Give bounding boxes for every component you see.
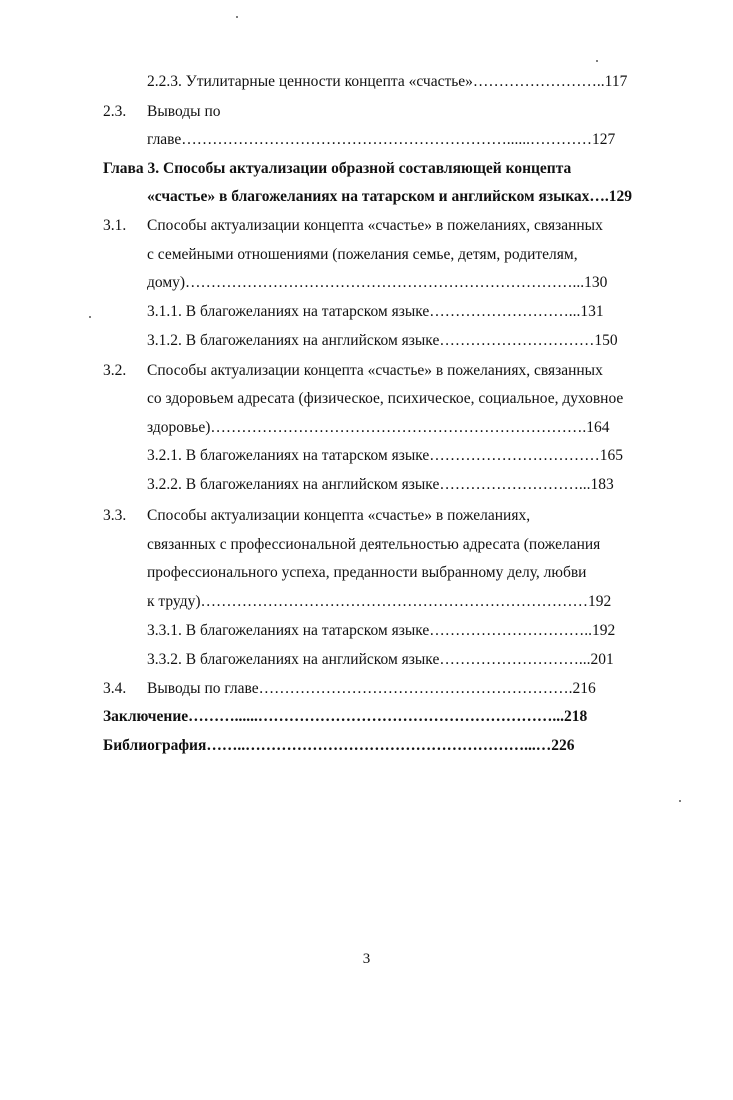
- toc-entry-3-3-1: [147, 621, 615, 641]
- toc-entry-text: с семейными отношениями (пожелания семье, детям, родителям,: [147, 246, 578, 263]
- toc-entry-3-4: [103, 679, 596, 699]
- toc-entry-2-3: [103, 102, 221, 122]
- scan-speck: [679, 800, 681, 802]
- page-number: 3: [362, 951, 371, 967]
- toc-entry-text: 3.3.2. В благожеланиях на английском языке………………………...201: [147, 651, 614, 668]
- toc-entry-number: 3.2.: [103, 362, 127, 379]
- toc-entry-number: 3.1.: [103, 217, 127, 234]
- toc-entry-text: Выводы по: [147, 103, 221, 120]
- toc-entry-3-3: [103, 506, 531, 526]
- toc-entry-text: 3.1.1. В благожеланиях на татарском языке………………………...131: [147, 303, 604, 320]
- toc-entry-text: 3.2.2. В благожеланиях на английском языке………………………...183: [147, 476, 614, 493]
- toc-entry-conclusion: [103, 707, 587, 727]
- toc-entry-3-1-cont2: [147, 273, 607, 293]
- toc-entry-3-3-cont2: [147, 563, 586, 583]
- toc-entry-text: 3.1.2. В благожеланиях на английском языке…………………………150: [147, 332, 618, 349]
- toc-entry-3-1-2: [147, 331, 618, 351]
- toc-entry-text: дому)…………………………………………………………………...130: [147, 274, 608, 291]
- toc-entry-text: к труду)…………………………………………………………………192: [147, 593, 612, 610]
- toc-entry-3-2-1: [147, 446, 623, 466]
- toc-entry-text: главе………………………………………………………......…………127: [147, 131, 616, 148]
- toc-entry-text: 2.2.3. Утилитарные ценности концепта «счастье»……………………..117: [147, 73, 628, 90]
- toc-entry-3-1: [103, 216, 603, 236]
- toc-entry-number: 3.3.: [103, 507, 127, 524]
- toc-entry-text: Выводы по главе…………………………………………………….216: [147, 680, 596, 697]
- toc-entry-text: Способы актуализации концепта «счастье» в пожеланиях, связанных: [147, 362, 603, 379]
- toc-chapter-title: «счастье» в благожеланиях на татарском и английском языках….129: [147, 188, 633, 205]
- toc-entry-3-2-cont: [147, 389, 623, 409]
- toc-entry-text: Способы актуализации концепта «счастье» в пожеланиях, связанных: [147, 217, 603, 234]
- toc-entry-text: Заключение………......…………………………………………………...218: [103, 708, 588, 725]
- toc-entry-text: 3.2.1. В благожеланиях на татарском языке……………………………165: [147, 447, 624, 464]
- toc-entry-text: здоровье)……………………………………………………………….164: [147, 419, 610, 436]
- toc-chapter-3-cont: [147, 187, 632, 207]
- toc-entry-3-3-cont: [147, 535, 600, 555]
- toc-entry-text: 3.3.1. В благожеланиях на татарском языке…………………………..192: [147, 622, 616, 639]
- toc-entry-text: со здоровьем адресата (физическое, психическое, социальное, духовное: [147, 390, 624, 407]
- toc-entry-text: Способы актуализации концепта «счастье» в пожеланиях,: [147, 507, 531, 524]
- toc-entry-number: 3.4.: [103, 680, 127, 697]
- toc-entry-bibliography: [103, 736, 575, 756]
- toc-entry-3-1-cont: [147, 245, 578, 265]
- toc-entry-3-3-2: [147, 650, 614, 670]
- scan-speck: [89, 316, 91, 318]
- toc-entry-text: профессионального успеха, преданности выбранному делу, любви: [147, 564, 587, 581]
- scan-speck: [236, 16, 238, 18]
- toc-entry-3-1-1: [147, 302, 604, 322]
- toc-entry-3-3-cont3: [147, 592, 611, 612]
- toc-entry-2-2-3: [147, 72, 627, 92]
- toc-entry-3-2: [103, 361, 603, 381]
- toc-chapter-3: [103, 159, 571, 179]
- toc-entry-3-2-cont2: [147, 418, 610, 438]
- toc-entry-number: 2.3.: [103, 103, 127, 120]
- toc-entry-2-3-cont: [147, 130, 615, 150]
- toc-entry-3-2-2: [147, 475, 614, 495]
- toc-entry-text: Библиография……..………………………………………………...…226: [103, 737, 575, 754]
- toc-chapter-title: Глава 3. Способы актуализации образной составляющей концепта: [103, 160, 572, 177]
- toc-entry-text: связанных с профессиональной деятельностью адресата (пожелания: [147, 536, 601, 553]
- scan-speck: [596, 60, 598, 62]
